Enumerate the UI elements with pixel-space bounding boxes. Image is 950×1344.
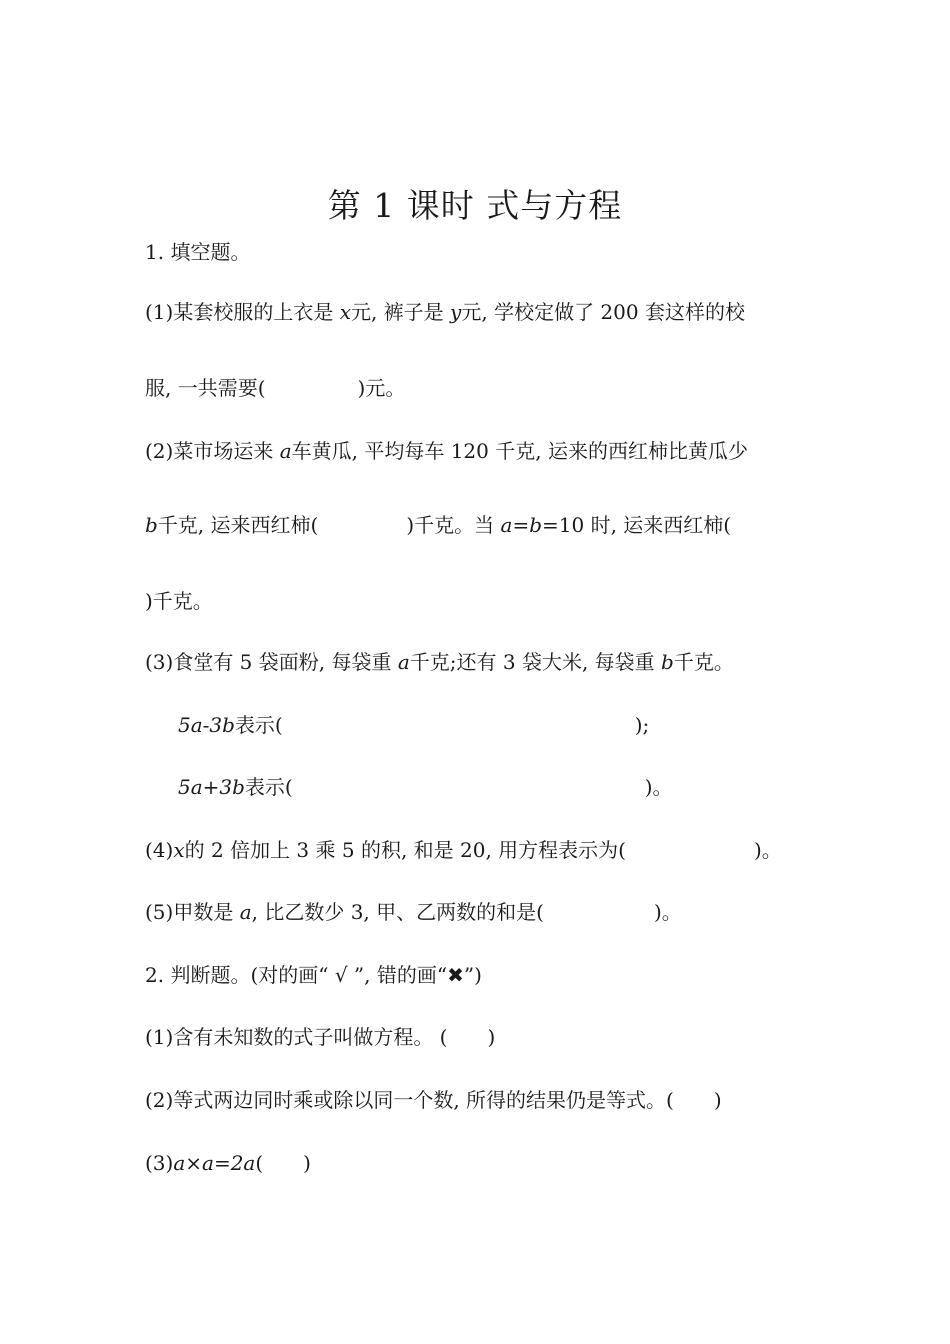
judge-q2-text: (2)等式两边同时乘或除以同一个数, 所得的结果仍是等式。( xyxy=(145,1088,674,1112)
q1-line1 xyxy=(145,297,745,327)
q5-text: (5)甲数是 xyxy=(145,900,240,924)
q3-sub2-end: )。 xyxy=(644,775,673,799)
q3-line1 xyxy=(145,647,734,677)
q3-text: 千克。 xyxy=(673,650,734,674)
q1-text: 元, 裤子是 xyxy=(350,300,451,324)
q2-var-b: b xyxy=(145,513,158,537)
judge-q2-end: ) xyxy=(713,1088,722,1112)
q2-text: 车黄瓜, 平均每车 120 千克, 运来的西红柿比黄瓜少 xyxy=(291,439,748,463)
q3-sub1-end: ); xyxy=(634,713,650,737)
judge-q3 xyxy=(145,1148,311,1178)
q1-var-y: y xyxy=(450,300,462,324)
judge-q1 xyxy=(145,1022,495,1052)
q4-text: (4) xyxy=(145,838,174,862)
q2-line2 xyxy=(145,510,731,540)
q2-text: )千克。 xyxy=(145,589,213,613)
judge-q3-expr: a×a=2a xyxy=(173,1151,256,1175)
q1-text: 元, 学校定做了 200 套这样的校 xyxy=(461,300,745,324)
judge-q2 xyxy=(145,1085,722,1115)
q1-line2 xyxy=(145,373,405,403)
q4-text: 的 2 倍加上 3 乘 5 的积, 和是 20, 用方程表示为( xyxy=(184,838,626,862)
q2-line3 xyxy=(145,586,213,616)
q5-var-a: a xyxy=(239,900,252,924)
q3-var-a: a xyxy=(397,650,410,674)
judge-q3-end: ) xyxy=(303,1151,311,1175)
q2-text: (2)菜市场运来 xyxy=(145,439,280,463)
q2-line1 xyxy=(145,436,748,466)
section2-heading: 2. 判断题。(对的画“ √ ”, 错的画“✖”) xyxy=(145,963,482,987)
judge-q3-prefix: (3) xyxy=(145,1151,174,1175)
q1-text: )元。 xyxy=(357,376,406,400)
q4-text: )。 xyxy=(753,838,782,862)
q3-text: (3)食堂有 5 袋面粉, 每袋重 xyxy=(145,650,398,674)
q1-text: (1)某套校服的上衣是 xyxy=(145,300,340,324)
q5-line xyxy=(145,897,682,927)
q3-var-b: b xyxy=(661,650,674,674)
q3-sub2-expr: 5a+3b xyxy=(178,775,245,799)
q4-line xyxy=(145,835,782,865)
q3-sub1 xyxy=(178,710,649,740)
q2-var-a: a xyxy=(279,439,292,463)
q4-var-x: x xyxy=(173,838,185,862)
q2-expr: a=b= xyxy=(500,513,559,537)
q1-text: 服, 一共需要( xyxy=(145,376,266,400)
judge-q3-open: ( xyxy=(255,1151,264,1175)
q3-text: 千克;还有 3 袋大米, 每袋重 xyxy=(409,650,662,674)
judge-q1-end: ) xyxy=(487,1025,496,1049)
page-title: 第 1 课时 式与方程 xyxy=(327,186,623,225)
q3-sub1-expr: 5a-3b xyxy=(178,713,235,737)
q2-text: 千克, 运来西红柿( xyxy=(157,513,319,537)
judge-q1-text: (1)含有未知数的式子叫做方程。 ( xyxy=(145,1025,448,1049)
q3-sub1-text: 表示( xyxy=(234,713,283,737)
q2-text: )千克。当 xyxy=(406,513,501,537)
q3-sub2-text: 表示( xyxy=(244,775,293,799)
section1-heading: 1. 填空题。 xyxy=(145,240,251,264)
q5-text: , 比乙数少 3, 甲、乙两数的和是( xyxy=(251,900,544,924)
q3-sub2 xyxy=(178,772,673,802)
q2-text: 10 时, 运来西红柿( xyxy=(558,513,732,537)
q1-var-x: x xyxy=(339,300,351,324)
q5-text: )。 xyxy=(653,900,682,924)
